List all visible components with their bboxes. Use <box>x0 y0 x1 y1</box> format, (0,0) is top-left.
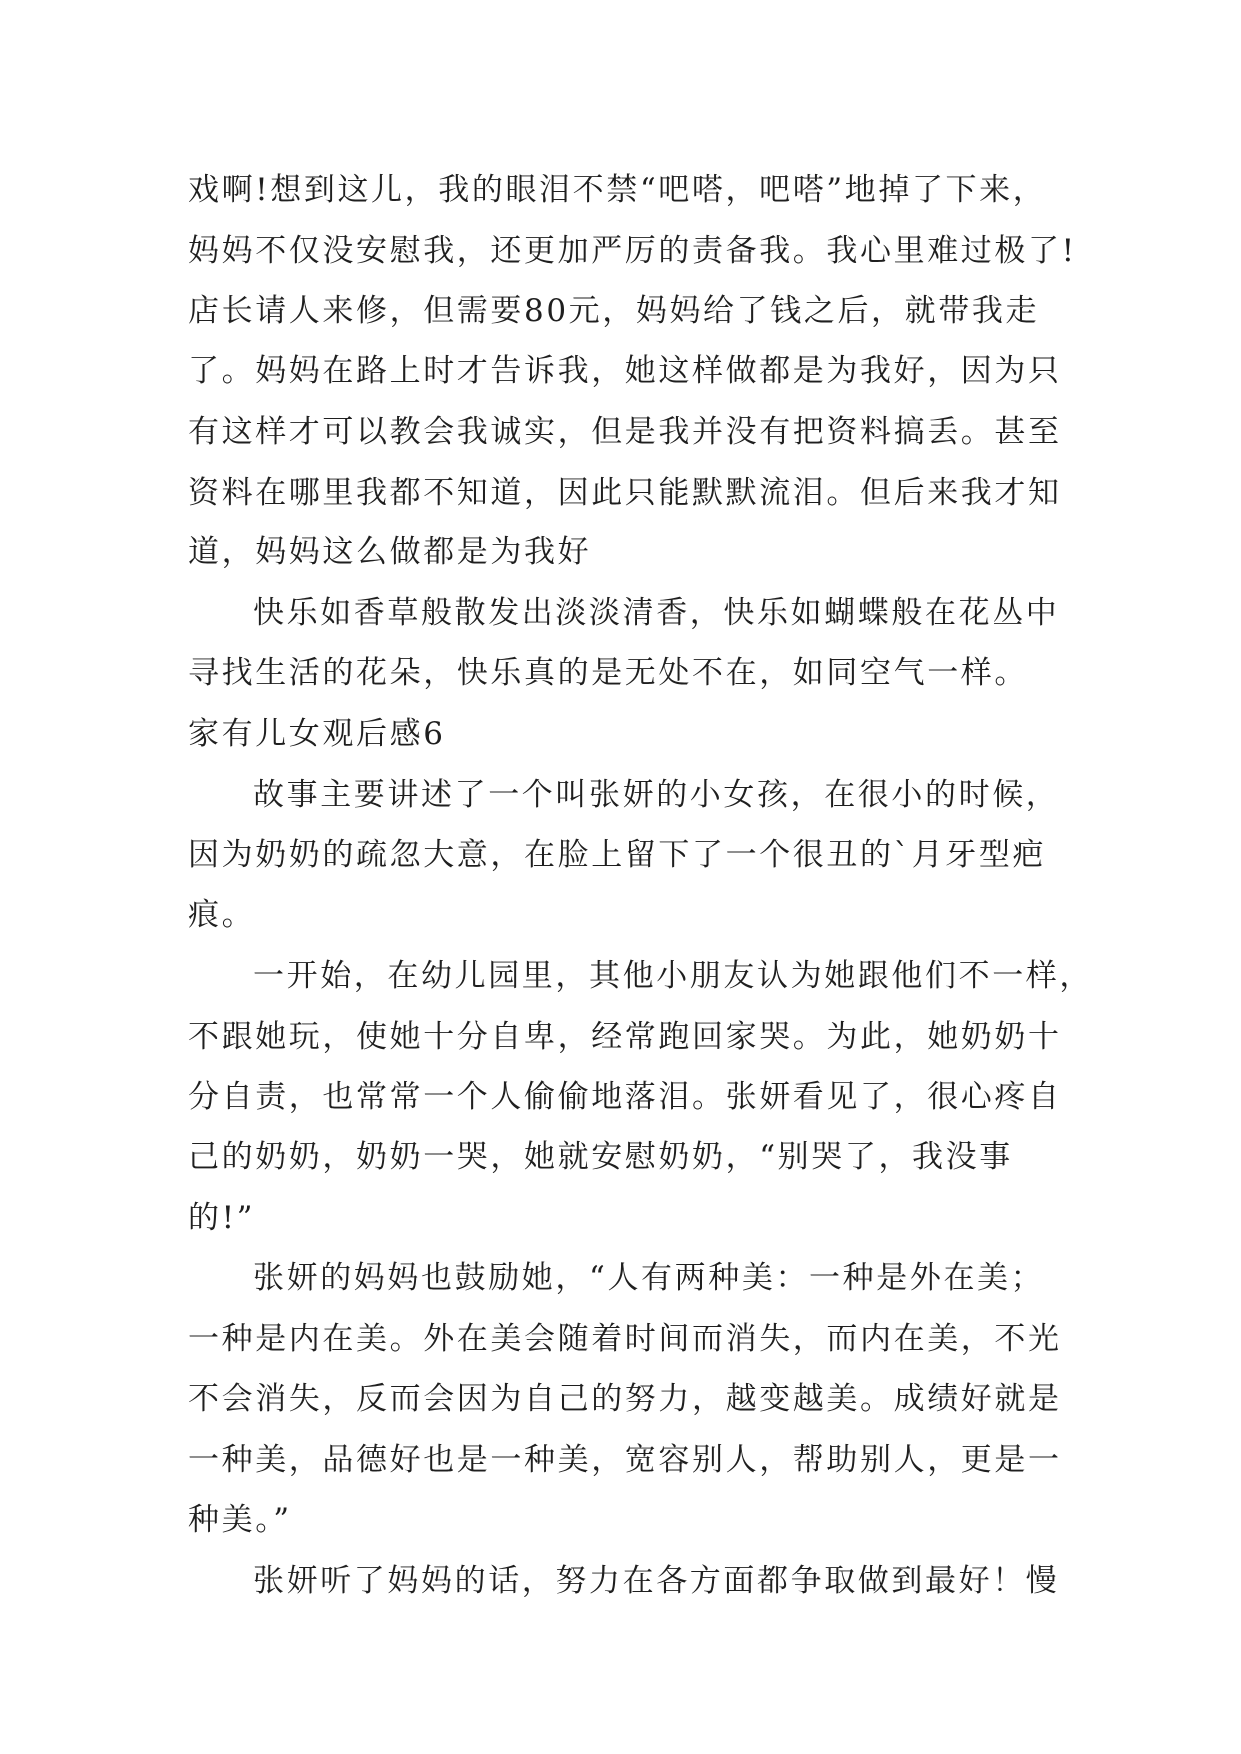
text-line: 己的奶奶，奶奶一哭，她就安慰奶奶，“别哭了，我没事 <box>188 1139 1013 1175</box>
section-heading: 家有儿女观后感6 <box>188 716 446 752</box>
paragraph-first-line: 快乐如香草般散发出淡淡清香，快乐如蝴蝶般在花丛中 <box>253 595 1060 631</box>
text-line: 种美。” <box>188 1502 292 1538</box>
text-line: 分自责，也常常一个人偷偷地落泪。张妍看见了，很心疼自 <box>188 1079 1062 1115</box>
text-line: 的!” <box>188 1200 256 1236</box>
text-line: 寻找生活的花朵，快乐真的是无处不在，如同空气一样。 <box>188 655 1028 691</box>
text-line: 一种美，品德好也是一种美，宽容别人，帮助别人，更是一 <box>188 1442 1062 1478</box>
text-line: 痕。 <box>188 897 256 933</box>
paragraph-first-line: 故事主要讲述了一个叫张妍的小女孩，在很小的时候， <box>253 777 1060 813</box>
text-line: 不跟她玩，使她十分自卑，经常跑回家哭。为此，她奶奶十 <box>188 1019 1062 1055</box>
paragraph-first-line: 一开始，在幼儿园里，其他小朋友认为她跟他们不一样， <box>253 958 1093 994</box>
text-line: 因为奶奶的疏忽大意，在脸上留下了一个很丑的`月牙型疤 <box>188 837 1047 873</box>
text-line: 资料在哪里我都不知道，因此只能默默流泪。但后来我才知 <box>188 475 1062 511</box>
text-line: 店长请人来修，但需要80元，妈妈给了钱之后，就带我走 <box>188 293 1040 329</box>
text-line: 不会消失，反而会因为自己的努力，越变越美。成绩好就是 <box>188 1381 1062 1417</box>
paragraph-first-line: 张妍听了妈妈的话，努力在各方面都争取做到最好！慢 <box>253 1563 1060 1599</box>
text-line: 道，妈妈这么做都是为我好 <box>188 534 592 570</box>
text-line: 了。妈妈在路上时才告诉我，她这样做都是为我好，因为只 <box>188 353 1062 389</box>
text-line: 戏啊!想到这儿，我的眼泪不禁“吧嗒，吧嗒”地掉了下来， <box>188 172 1047 208</box>
paragraph-first-line: 张妍的妈妈也鼓励她，“人有两种美：一种是外在美； <box>253 1260 1045 1296</box>
text-line: 一种是内在美。外在美会随着时间而消失，而内在美，不光 <box>188 1321 1062 1357</box>
text-line: 妈妈不仅没安慰我，还更加严厉的责备我。我心里难过极了! <box>188 233 1077 269</box>
text-line: 有这样才可以教会我诚实，但是我并没有把资料搞丢。甚至 <box>188 414 1062 450</box>
